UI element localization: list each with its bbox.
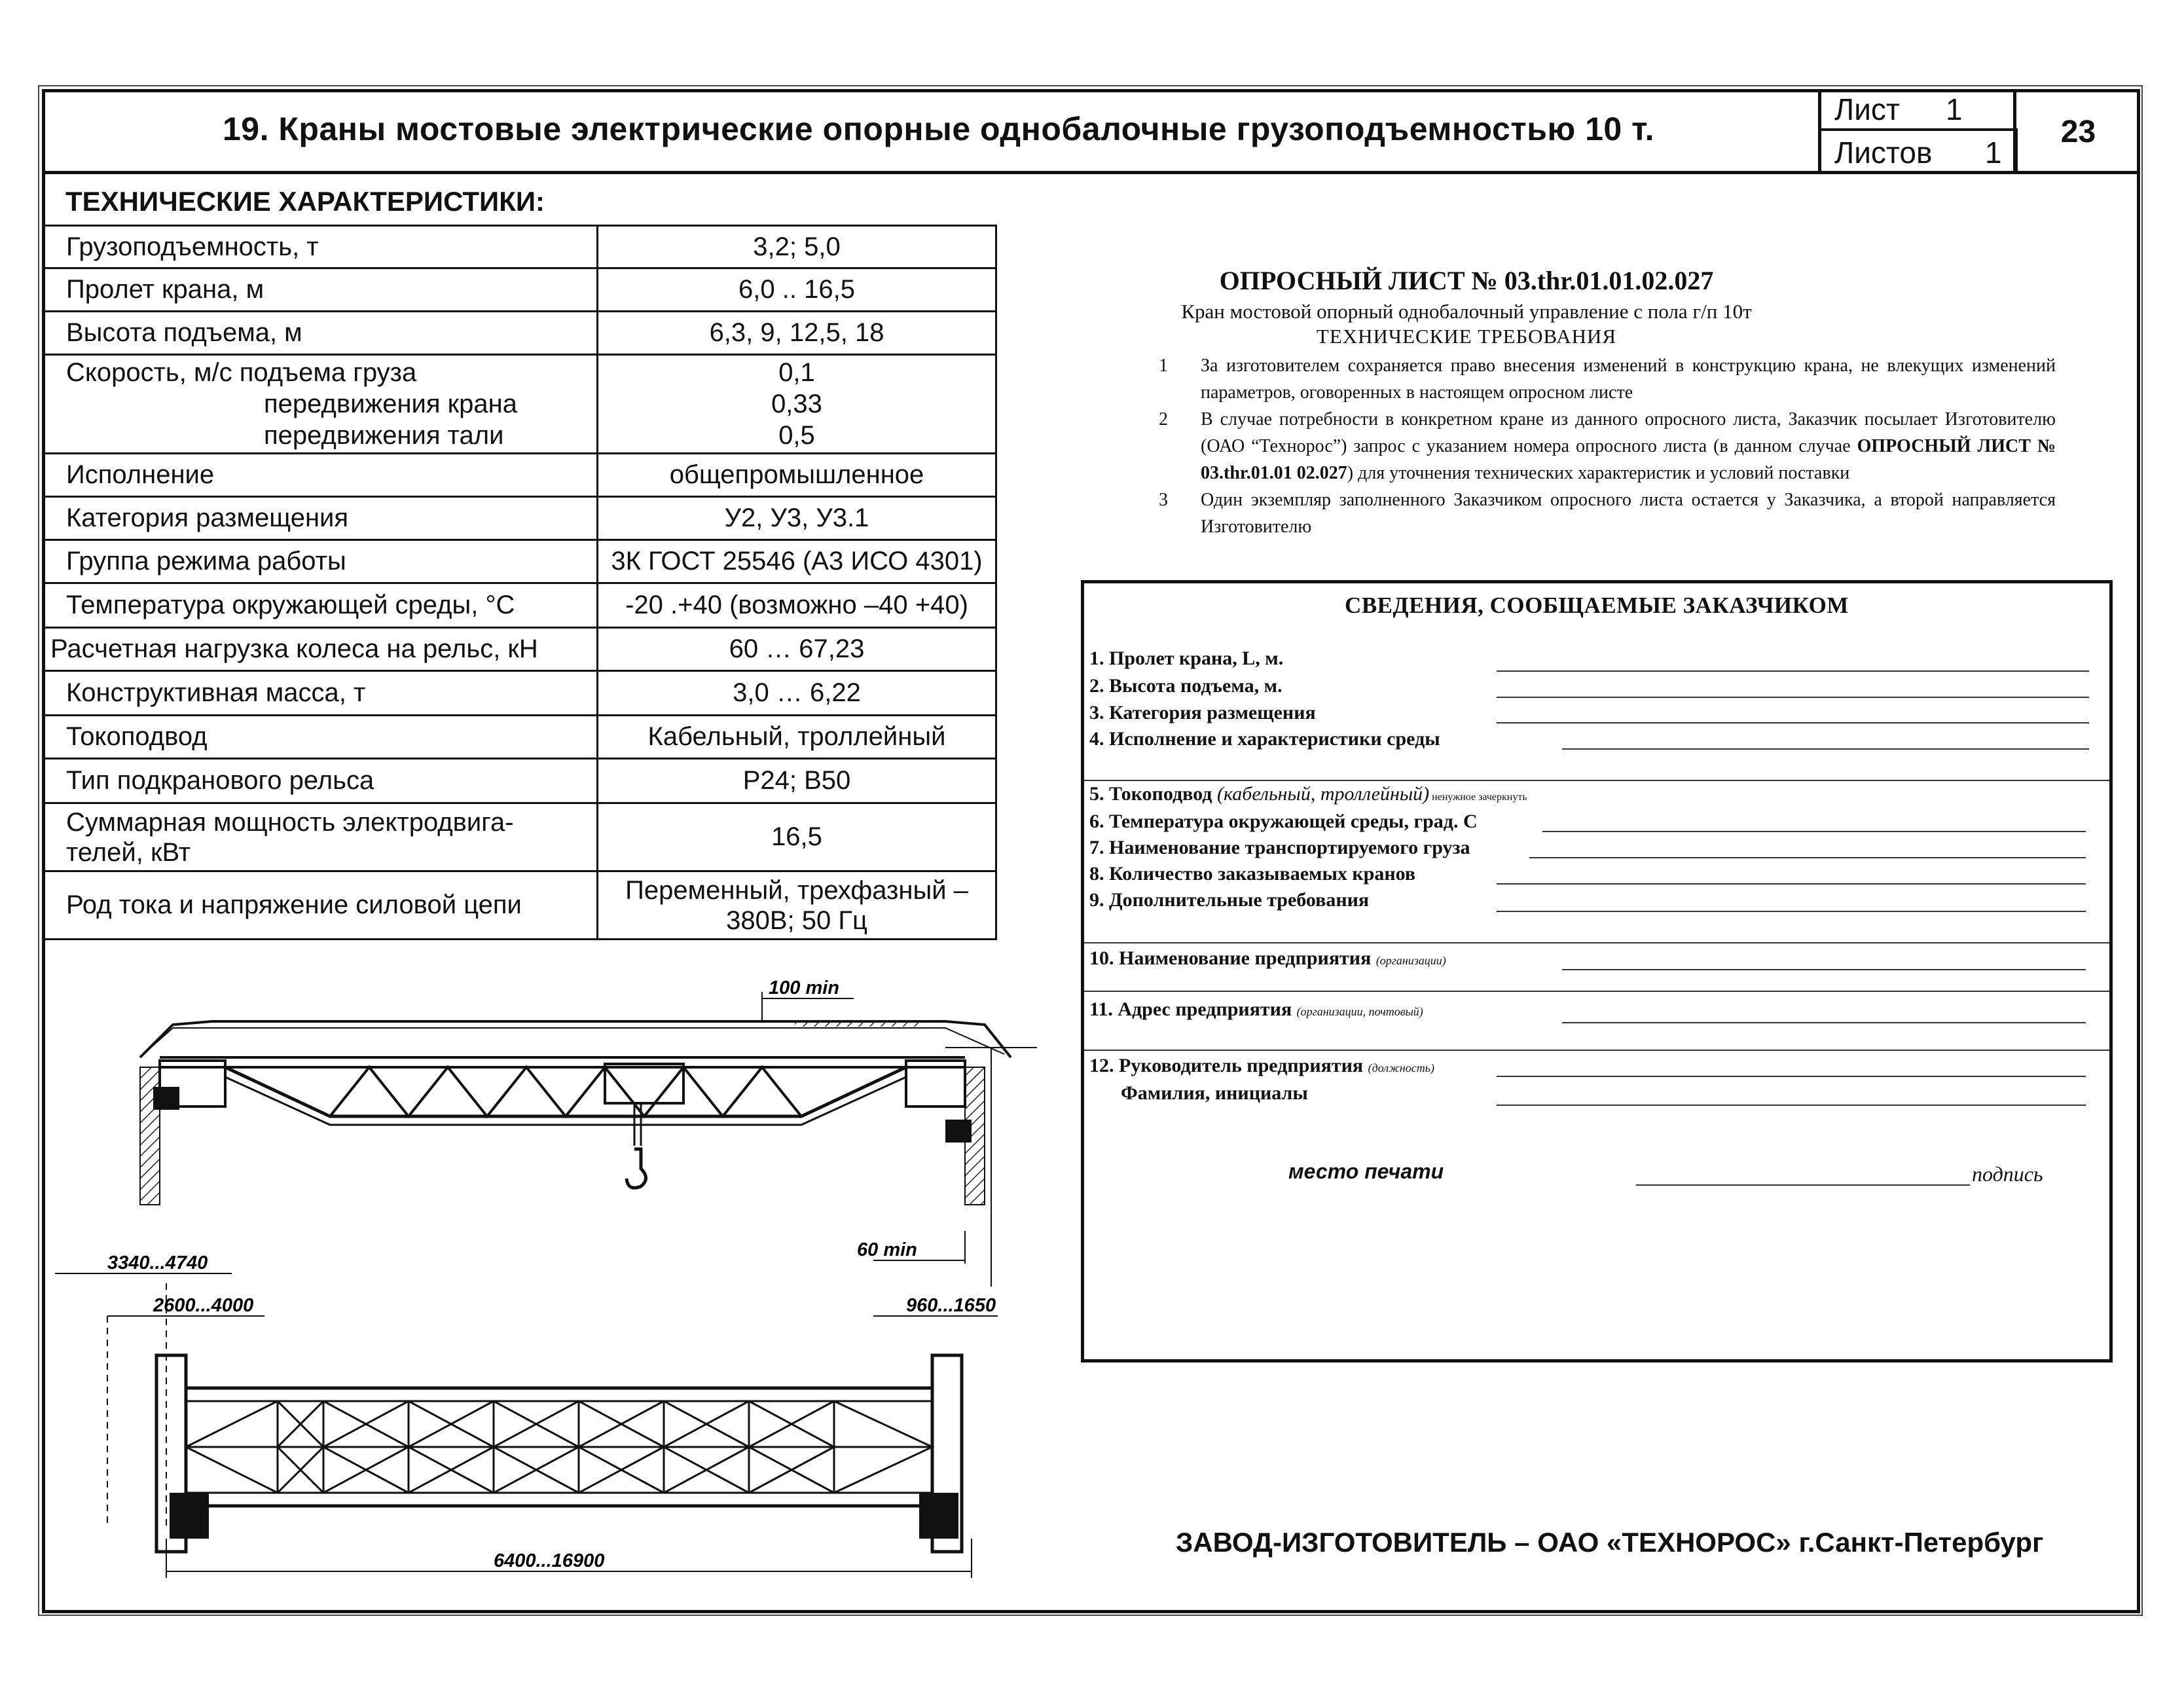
signature-label: подпись [1972,1162,2043,1186]
item-number: 2 [1159,409,1168,430]
field-cargo-label: 7. Наименование транспортируемого груза [1089,837,1470,858]
field-power-supply-options: (кабельный, троллейный) [1216,783,1430,805]
spec-key: Грузоподъемность, т [43,226,598,268]
spec-key: Группа режима работы [43,540,598,583]
list-item [1159,486,2056,540]
spec-key: Температура окружающей среды, °С [43,583,598,628]
table-row [43,803,996,871]
field-power-supply-label [1089,783,1527,805]
list-item [1159,352,2056,406]
table-row [43,671,996,716]
stamp-place-label: место печати [1288,1160,1444,1183]
section-divider [1084,1050,2109,1051]
field-category-input[interactable] [1497,722,2089,723]
field-address-label [1089,998,1423,1021]
field-name-input[interactable] [1497,1105,2086,1106]
manufacturer-line: ЗАВОД-ИЗГОТОВИТЕЛЬ – ОАО «ТЕХНОРОС» г.Санкт-Петербург [1176,1527,2044,1558]
table-row [43,226,996,268]
spec-value: 3,2; 5,0 [598,226,996,268]
crane-drawing [42,943,1063,1591]
field-address-note: (организации, почтовый) [1296,1005,1423,1018]
field-power-supply-note: ненужное зачеркнуть [1429,792,1527,803]
table-row [43,454,996,497]
spec-key-speed [43,355,598,454]
section-divider [1084,991,2109,992]
spec-value: 6,0 .. 16,5 [598,268,996,312]
dim-6400: 6400...16900 [494,1550,605,1571]
requirements-list [1159,352,2056,540]
field-address-text: 11. Адрес предприятия [1089,998,1297,1020]
table-row [43,583,996,628]
speed-key-1: Скорость, м/с подъема груза [66,358,417,387]
field-additional-label: 9. Дополнительные требования [1089,889,1370,911]
field-environment-label: 4. Исполнение и характеристики среды [1089,728,1440,750]
spec-value-current [598,871,996,940]
signature-line[interactable] [1636,1184,1970,1186]
table-row [43,312,996,355]
sheets-label: Листов [1834,136,1933,170]
table-row [43,497,996,540]
current-value-1: Переменный, трехфазный – [625,875,968,905]
spec-key: Конструктивная масса, т [43,671,598,716]
field-director-input[interactable] [1497,1076,2086,1077]
specs-heading: ТЕХНИЧЕСКИЕ ХАРАКТЕРИСТИКИ: [65,186,545,217]
speed-value-3: 0,5 [778,421,815,450]
table-row [43,540,996,583]
spec-key: Пролет крана, м [43,268,598,312]
field-height-label: 2. Высота подъема, м. [1089,675,1283,697]
spec-key: Расчетная нагрузка колеса на рельс, кН [43,628,598,671]
dim-3340: 3340...4740 [107,1252,208,1273]
field-company-label [1089,947,1446,970]
sheets-row [1821,131,2018,174]
page-title: 19. Краны мостовые электрические опорные однобалочные грузоподъемностью 10 т. [223,111,1655,147]
field-environment-input[interactable] [1562,748,2089,750]
spec-value: 16,5 [598,803,996,871]
field-temperature-label: 6. Температура окружающей среды, град. С [1089,811,1478,832]
spec-value: 3К ГОСТ 25546 (А3 ИСО 4301) [598,540,996,583]
table-row [43,268,996,312]
spec-key: Род тока и напряжение силовой цепи [43,871,598,940]
speed-key-2: передвижения крана [264,390,517,418]
speed-value-1: 0,1 [778,358,815,387]
item-text-bold: ОПРОСНЫЙ ЛИСТ № 03.thr.01.01 02.027 [1201,436,2056,483]
field-company-input[interactable] [1562,969,2086,970]
spec-value: общепромышленное [598,454,996,497]
field-height-input[interactable] [1497,697,2089,698]
specs-table [42,225,997,940]
sheet-row [1821,89,2018,131]
spec-key: Высота подъема, м [43,312,598,355]
field-temperature-input[interactable] [1542,831,2086,832]
sheet-label: Лист [1834,92,1900,126]
form-title: ОПРОСНЫЙ ЛИСТ № 03.thr.01.01.02.027 [1219,266,1714,295]
spec-value-speed [598,355,996,454]
page-number: 23 [2013,89,2140,174]
field-cargo-input[interactable] [1529,857,2086,858]
spec-value: 60 … 67,23 [598,628,996,671]
form-title-block [1080,265,1853,348]
field-span-label: 1. Пролет крана, L, м. [1089,648,1284,669]
spec-key-power [43,803,598,871]
section-divider [1084,780,2109,781]
field-address-input[interactable] [1562,1022,2086,1023]
field-power-supply-text: 5. Токоподвод [1089,783,1217,805]
customer-info-box [1081,580,2113,1362]
spec-value: Кабельный, троллейный [598,716,996,759]
item-number: 3 [1159,490,1168,510]
dim-960: 960...1650 [906,1295,996,1316]
table-row [43,628,996,671]
spec-key: Токоподвод [43,716,598,759]
requirements-heading: ТЕХНИЧЕСКИЕ ТРЕБОВАНИЯ [1316,325,1617,348]
spec-value: 6,3, 9, 12,5, 18 [598,312,996,355]
table-row [43,716,996,759]
current-value-2: 380В; 50 Гц [726,905,867,935]
form-subtitle: Кран мостовой опорный однобалочный управление с пола г/п 10т [1181,300,1752,323]
spec-value: -20 .+40 (возможно –40 +40) [598,583,996,628]
dim-100min: 100 min [769,978,839,998]
item-number: 1 [1159,356,1168,376]
spec-key: Категория размещения [43,497,598,540]
spec-value: 3,0 … 6,22 [598,671,996,716]
item-text: ) для уточнения технических характеристик и условий поставки [1347,463,1850,483]
customer-heading: СВЕДЕНИЯ, СООБЩАЕМЫЕ ЗАКАЗЧИКОМ [1345,593,1849,618]
table-row [43,871,996,940]
field-quantity-label: 8. Количество заказываемых кранов [1089,863,1416,885]
field-director-note: (должность) [1368,1061,1434,1074]
field-company-note: (организации) [1375,954,1446,967]
spec-key: Исполнение [43,454,598,497]
spec-key: Тип подкранового рельса [43,759,598,803]
field-category-label: 3. Категория размещения [1089,702,1316,723]
dim-60min: 60 min [857,1239,917,1260]
spec-value: Р24; В50 [598,759,996,803]
power-key-2: телей, кВт [66,837,191,867]
crane-top-view [55,1273,998,1578]
field-director-text: 12. Руководитель предприятия [1089,1055,1368,1076]
item-text: Один экземпляр заполненного Заказчиком опросного листа остается у Заказчика, а второй направляется Изготовителю [1201,490,2056,537]
table-row [43,759,996,803]
speed-value-2: 0,33 [771,390,822,418]
list-item [1159,406,2056,486]
field-span-input[interactable] [1497,670,2089,672]
item-text: За изготовителем сохраняется право внесения изменений в конструкцию крана, не влекущих изменений параметров, оговоренных в настоящем опросном листе [1201,356,2056,403]
sheet-info-box [1818,89,2014,174]
field-quantity-input[interactable] [1497,883,2086,885]
field-company-text: 10. Наименование предприятия [1089,947,1376,969]
section-divider [1084,942,2109,943]
spec-value: У2, У3, У3.1 [598,497,996,540]
speed-key-3: передвижения тали [264,421,504,450]
sheets-value: 1 [1985,136,2002,170]
field-director-label [1089,1055,1434,1077]
sheet-value: 1 [1946,92,1963,126]
power-key-1: Суммарная мощность электродвига- [66,807,514,837]
table-row [43,355,996,454]
dim-2600: 2600...4000 [153,1295,254,1316]
field-name-label: Фамилия, инициалы [1121,1082,1308,1104]
item-text: В случае потребности в конкретном кране из данного опросного листа, Заказчик посылает Изготовителю (ОАО “Технорос”) запрос с указанием номера опросного листа (в данном случае [1201,409,2056,456]
field-additional-input[interactable] [1497,911,2086,912]
